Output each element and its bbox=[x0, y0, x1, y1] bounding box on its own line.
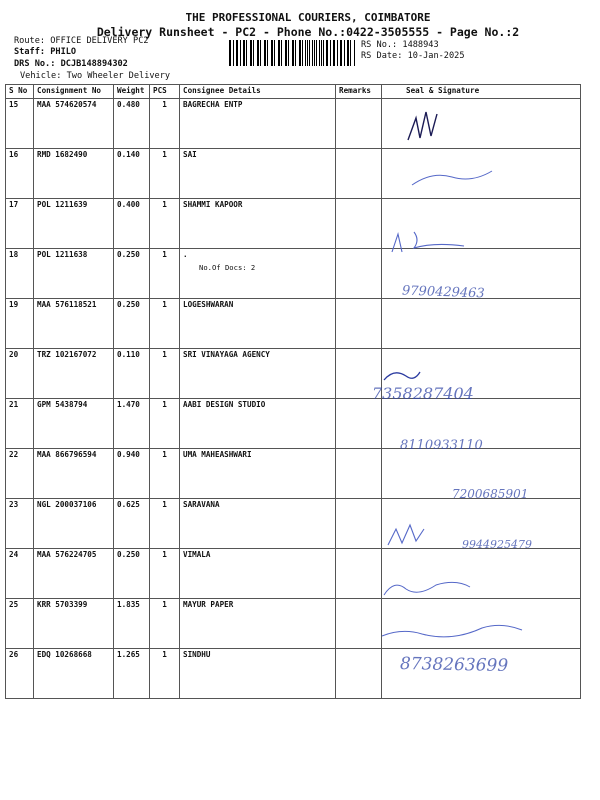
cell-pcs-text: 1 bbox=[162, 350, 167, 359]
cell-weight-text: 0.940 bbox=[117, 450, 140, 459]
phone-23: 7200685901 bbox=[452, 487, 529, 501]
company-name: THE PROFESSIONAL COURIERS, COIMBATORE bbox=[185, 11, 431, 24]
rs-no-label: RS No.: bbox=[361, 40, 398, 50]
cell-consignment-text: NGL 200037106 bbox=[37, 500, 97, 509]
cell-sno-text: 23 bbox=[9, 500, 19, 509]
cell-consignee-text: SARAVANA bbox=[183, 500, 220, 509]
cell-consignee-text: MAYUR PAPER bbox=[183, 600, 234, 609]
rs-no-value: 1488943 bbox=[402, 40, 439, 50]
cell-pcs-text: 1 bbox=[162, 550, 167, 559]
cell-pcs-text: 1 bbox=[162, 100, 167, 109]
cell-sno-text: 26 bbox=[9, 650, 19, 659]
cell-sno-text: 16 bbox=[9, 150, 19, 159]
cell-sno-text: 22 bbox=[9, 450, 19, 459]
col-header-signature: Seal & Signature bbox=[382, 85, 581, 99]
cell-consignee-text: UMA MAHEASHWARI bbox=[183, 450, 252, 459]
col-header-sno: S No bbox=[6, 85, 34, 99]
drs-value: DCJB148894302 bbox=[60, 59, 128, 69]
cell-sno-text: 19 bbox=[9, 300, 19, 309]
cell-pcs-text: 1 bbox=[162, 300, 167, 309]
cell-weight-text: 0.625 bbox=[117, 500, 140, 509]
cell-weight-text: 0.400 bbox=[117, 200, 140, 209]
cell-consignee-text: BAGRECHA ENTP bbox=[183, 100, 243, 109]
cell-pcs-text: 1 bbox=[162, 250, 167, 259]
cell-consignee-text: SAI bbox=[183, 150, 197, 159]
signature-15 bbox=[408, 112, 437, 140]
route-value: OFFICE DELIVERY PC2 bbox=[50, 36, 149, 46]
cell-consignee-text: SINDHU bbox=[183, 650, 211, 659]
cell-pcs-text: 1 bbox=[162, 200, 167, 209]
drs-label: DRS No.: bbox=[14, 59, 56, 69]
cell-sno-text: 24 bbox=[9, 550, 19, 559]
signature-26 bbox=[382, 625, 522, 636]
docs-count-note: No.Of Docs: 2 bbox=[199, 263, 256, 272]
runsheet-title: Delivery Runsheet - PC2 - Phone No.:0422-3505555 - Page No.:2 bbox=[96, 25, 520, 39]
vehicle-label: Vehicle: bbox=[20, 71, 62, 81]
cell-consignee-text: AABI DESIGN STUDIO bbox=[183, 400, 266, 409]
col-header-consignee: Consignee Details bbox=[180, 85, 336, 99]
rs-date-value: 10-Jan-2025 bbox=[407, 51, 465, 61]
cell-consignment-text: MAA 866796594 bbox=[37, 450, 97, 459]
signature-24 bbox=[388, 525, 424, 545]
cell-consignment-text: MAA 576118521 bbox=[37, 300, 97, 309]
cell-consignment-text: POL 1211639 bbox=[37, 200, 88, 209]
cell-consignment-text: MAA 574620574 bbox=[37, 100, 97, 109]
cell-pcs-text: 1 bbox=[162, 650, 167, 659]
cell-sno-text: 17 bbox=[9, 200, 19, 209]
phone-26: 8738263699 bbox=[399, 654, 509, 676]
cell-weight-text: 0.110 bbox=[117, 350, 140, 359]
cell-sno-text: 18 bbox=[9, 250, 19, 259]
cell-consignment-text: EDQ 10268668 bbox=[37, 650, 92, 659]
route-label: Route: bbox=[14, 36, 46, 46]
cell-consignment-text: RMD 1682490 bbox=[37, 150, 88, 159]
cell-consignment-text: POL 1211638 bbox=[37, 250, 88, 259]
cell-pcs-text: 1 bbox=[162, 150, 167, 159]
signature-17 bbox=[392, 232, 464, 252]
cell-weight-text: 1.265 bbox=[117, 650, 140, 659]
cell-consignment-text: TRZ 102167072 bbox=[37, 350, 97, 359]
col-header-consignment: Consignment No bbox=[34, 85, 114, 99]
cell-weight-text: 0.250 bbox=[117, 550, 140, 559]
cell-consignee-text: SHAMMI KAPOOR bbox=[183, 200, 243, 209]
cell-weight-text: 1.470 bbox=[117, 400, 140, 409]
phone-22: 8110933110 bbox=[400, 438, 483, 453]
col-header-remarks: Remarks bbox=[336, 85, 382, 99]
signature-21 bbox=[384, 372, 420, 380]
phone-21: 7358287404 bbox=[372, 384, 474, 403]
cell-pcs-text: 1 bbox=[162, 400, 167, 409]
cell-weight-text: 0.250 bbox=[117, 250, 140, 259]
staff-value: PHILO bbox=[50, 47, 77, 57]
cell-sno-text: 20 bbox=[9, 350, 19, 359]
cell-consignee-text: VIMALA bbox=[183, 550, 211, 559]
signature-25 bbox=[384, 582, 470, 595]
cell-sno-text: 21 bbox=[9, 400, 19, 409]
cell-pcs-text: 1 bbox=[162, 600, 167, 609]
cell-consignment-text: KRR 5703399 bbox=[37, 600, 88, 609]
signature-16 bbox=[412, 171, 492, 185]
col-header-weight: Weight bbox=[114, 85, 150, 99]
cell-weight-text: 1.835 bbox=[117, 600, 140, 609]
cell-pcs-text: 1 bbox=[162, 450, 167, 459]
cell-weight-text: 0.140 bbox=[117, 150, 140, 159]
cell-consignment-text: GPM 5438794 bbox=[37, 400, 88, 409]
cell-sno-text: 15 bbox=[9, 100, 19, 109]
cell-consignee-text: SRI VINAYAGA AGENCY bbox=[183, 350, 270, 359]
phone-24: 9944925479 bbox=[462, 538, 532, 551]
vehicle-value: Two Wheeler Delivery bbox=[66, 71, 171, 81]
cell-weight-text: 0.480 bbox=[117, 100, 140, 109]
cell-sno-text: 25 bbox=[9, 600, 19, 609]
rs-date-label: RS Date: bbox=[361, 51, 403, 61]
cell-consignee-text: . bbox=[183, 250, 188, 259]
cell-consignment-text: MAA 576224705 bbox=[37, 550, 97, 559]
cell-consignee-text: LOGESHWARAN bbox=[183, 300, 234, 309]
cell-pcs-text: 1 bbox=[162, 500, 167, 509]
phone-19: 9790429463 bbox=[401, 283, 485, 302]
cell-weight-text: 0.250 bbox=[117, 300, 140, 309]
col-header-pcs: PCS bbox=[150, 85, 180, 99]
staff-label: Staff: bbox=[14, 47, 46, 57]
